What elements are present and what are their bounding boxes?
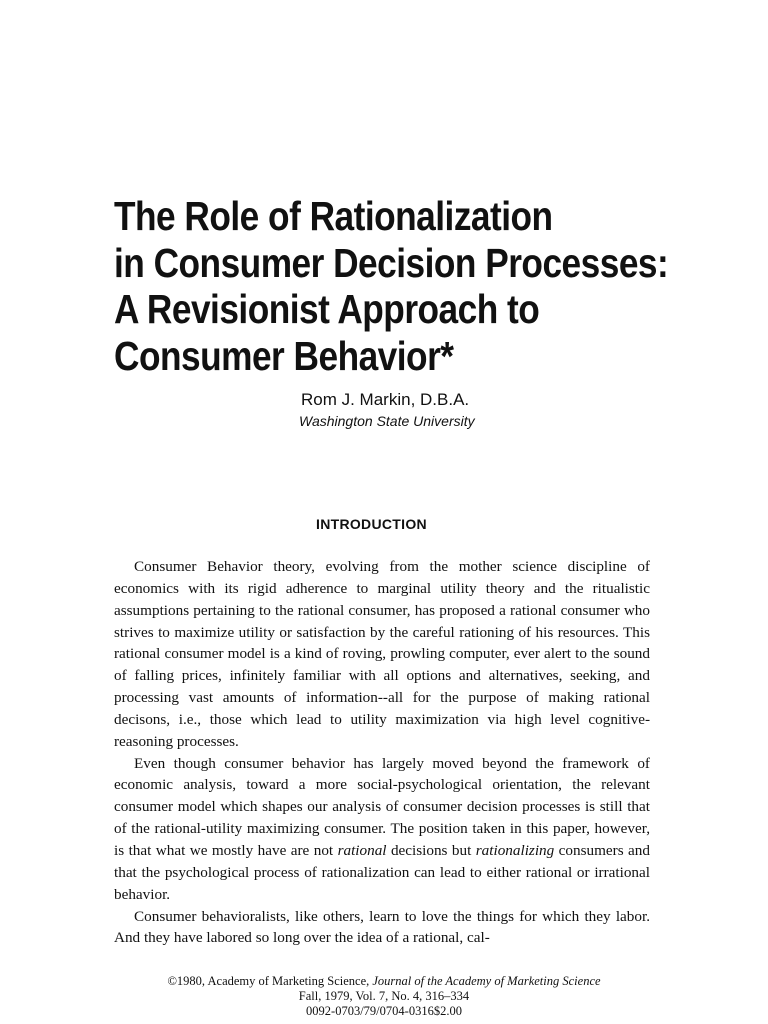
paragraph-text: Consumer behavioralists, like others, learn to love the things for which they labor. And they have labored so long over the idea of a rational, cal- — [114, 907, 650, 947]
article-title-line: The Role of Rationalization — [114, 193, 553, 239]
body-paragraph — [114, 556, 650, 753]
paragraph-text: Consumer Behavior theory, evolving from the mother science discipline of economics with its rigid adherence to marginal utility theory and the ritualistic assumptions pertaining to the rational consumer, has proposed a rational consumer who strives to maximize utility or satisfaction by the careful rationing of his resources. This rational consumer model is a kind of roving, prowling computer, ever alert to the sound of falling prices, infinitely familiar with all options and alternatives, seeking, and processing vast amounts of information--all for the purpose of making rational decisons, i.e., those which lead to utility maximization via high level cognitive-reasoning processes. — [114, 558, 650, 750]
copyright-text: ©1980, Academy of Marketing Science, — [167, 974, 373, 988]
paragraph-text: Even though consumer behavior has largely moved beyond the framework of economic analysis, toward a more social-psychological orientation, the relevant consumer model which shapes our analysis of consumer decision processes is still that of the rational-utility maximizing consumer. The position taken in this paper, however, is that what we mostly have are not — [114, 754, 650, 859]
article-title-line: in Consumer Decision Processes: — [114, 239, 669, 286]
issue-line: Fall, 1979, Vol. 7, No. 4, 316–334 — [298, 989, 470, 1003]
paragraph-text: consumers and that the psychological process of rationalization can lead to either rational or irrational behavior. — [114, 841, 650, 903]
article-title-line: A Revisionist Approach to — [114, 286, 540, 332]
italic-text: rational — [337, 841, 387, 859]
body-text — [114, 556, 650, 949]
issn-line: 0092-0703/79/0704-0316$2.00 — [306, 1004, 462, 1018]
article-title — [114, 193, 669, 379]
copyright-line — [100, 974, 668, 989]
author-affiliation: Washington State University — [299, 413, 475, 429]
journal-name: Journal of the Academy of Marketing Science — [372, 974, 601, 988]
section-heading: INTRODUCTION — [316, 516, 427, 532]
article-title-line: Consumer Behavior* — [114, 332, 454, 379]
body-paragraph — [114, 906, 650, 950]
body-paragraph — [114, 753, 650, 906]
citation-footer — [100, 974, 668, 1019]
author-name: Rom J. Markin, D.B.A. — [301, 390, 470, 409]
italic-text: rationalizing — [475, 841, 555, 859]
paragraph-text: decisions but — [386, 841, 476, 859]
